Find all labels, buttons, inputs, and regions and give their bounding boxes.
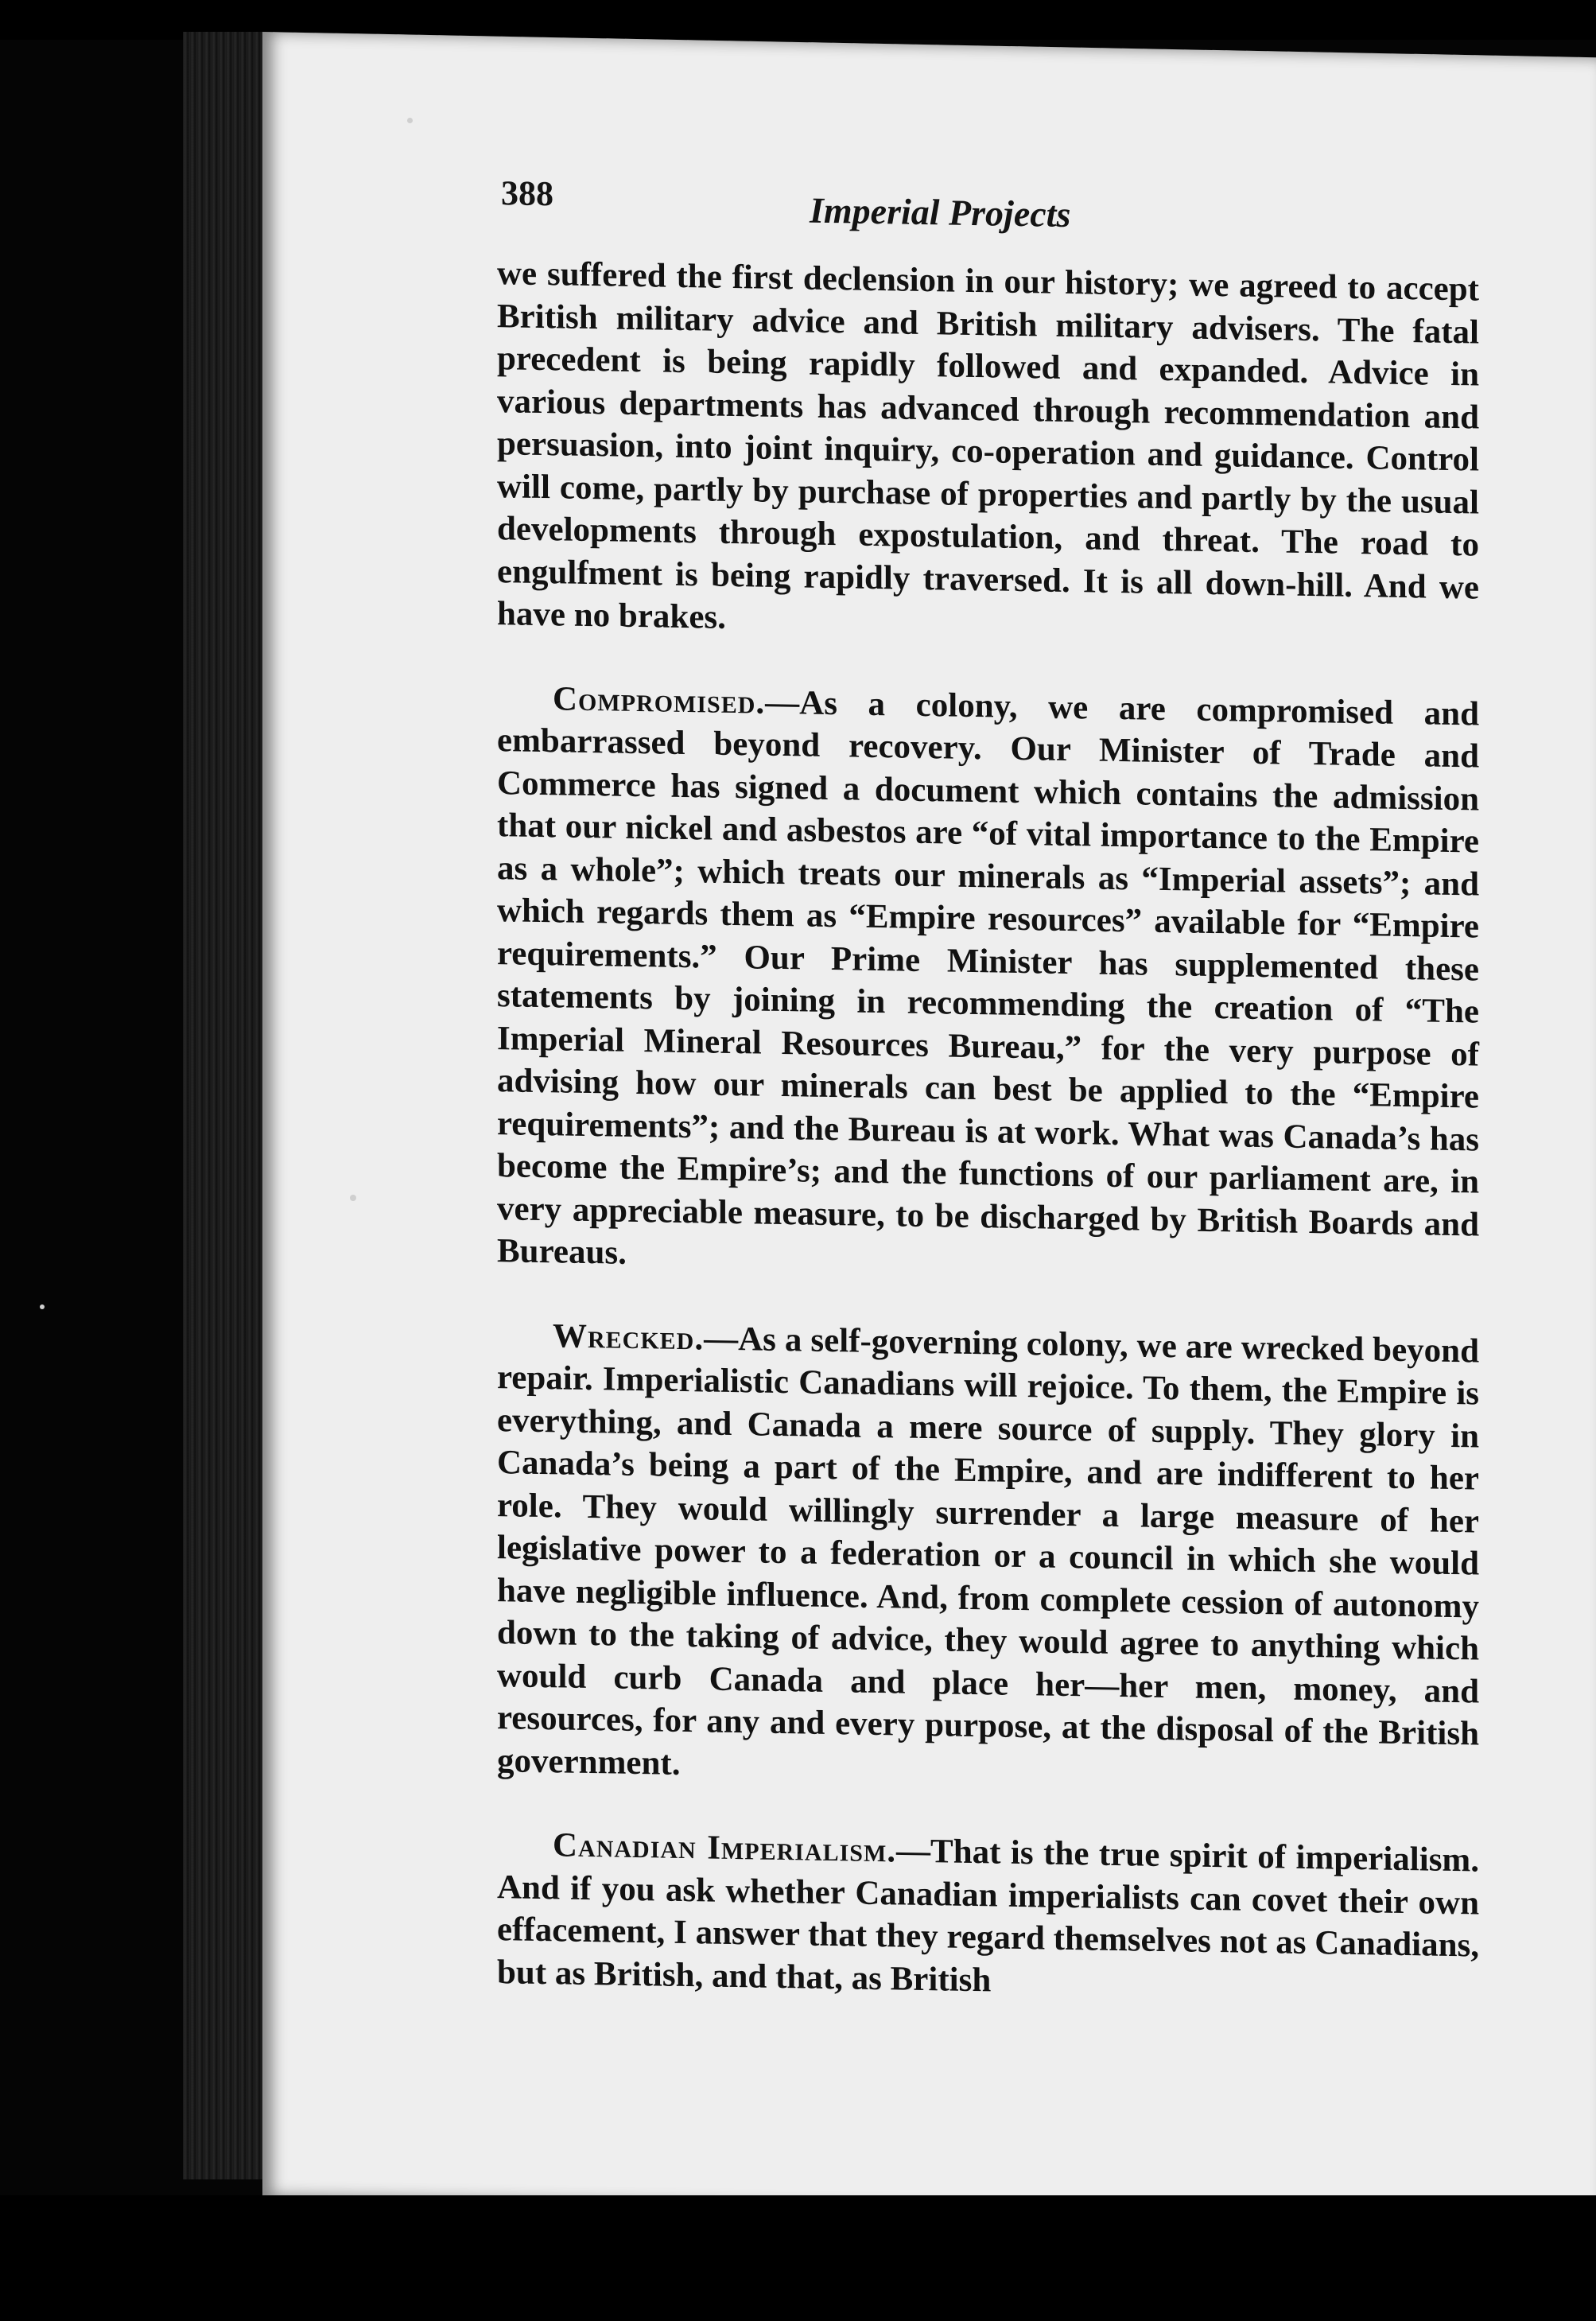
running-header — [501, 173, 1455, 244]
scan-bottom-border — [0, 2195, 1596, 2321]
book-page — [262, 32, 1596, 2221]
dust-speck — [40, 1304, 45, 1309]
page-number: 388 — [501, 173, 553, 214]
paragraph-continuation — [497, 252, 1479, 651]
dust-speck — [350, 1195, 356, 1201]
book-page-edges — [183, 32, 270, 2179]
section-lead: Compromised. — [553, 679, 766, 721]
section-lead: Canadian Imperialism. — [553, 1826, 897, 1870]
page-content — [262, 33, 1596, 2219]
paragraph-text: —As a self-governing colony, we are wrecked beyond repair. Imperialistic Canadians will rejoice. To them, the Empire is everything, and Canada a mere source of supply. They glory in Canada’s being a part of the Empire, and are indifferent to her role. They would willingly surrender a large measure of her legislative power to a federation or a council in which she would have negligible influence. And, from complete cession of autonomy down to the taking of advice, they would agree to anything which would curb Canada and place her—her men, money, and resources, for any and every purpose, at the disposal of the British government. — [497, 1319, 1479, 1783]
body-text — [497, 252, 1479, 2051]
paragraph-canadian-imperialism — [497, 1823, 1479, 2009]
dust-speck — [407, 118, 413, 123]
paragraph-wrecked — [497, 1314, 1479, 1798]
paragraph-text: —That is the true spirit of imperialism. And if you ask whether Canadian imperialists can covet their own effacement, I answer that they regard themselves not as Canadians, but as British, and that, as British — [497, 1832, 1479, 1999]
running-title: Imperial Projects — [810, 189, 1071, 235]
paragraph-compromised — [497, 677, 1479, 1289]
section-lead: Wrecked. — [553, 1316, 705, 1357]
paragraph-text: we suffered the first declension in our history; we agreed to accept British military advice and British military advisers. The fatal precedent is being rapidly followed and expanded. Advice in various departments has advanced through recommendation and persuasion, into joint inquiry, co-operation and guidance. Control will come, partly by purchase of properties and partly by the usual developments through expostulation, and threat. The road to engulfment is being rapidly traversed. It is all down-hill. And we have no brakes. — [497, 255, 1479, 636]
paragraph-text: —As a colony, we are compromised and embarrassed beyond recovery. Our Minister of Trade and Commerce has signed a document which contains the admission that our nickel and asbestos are “of vital importance to the Empire as a whole”; which treats our minerals as “Imperial assets”; and which regards them as “Empire resources” available for “Empire requirements.” Our Prime Minister has supplemented these statements by joining in recommending the creation of “The Imperial Mineral Resources Bureau,” for the very purpose of advising how our minerals can best be applied to the “Empire requirements”; and the Bureau is at work. What was Canada’s has become the Empire’s; and the functions of our parliament are, in very appreciable measure, to be discharged by British Boards and Bureaus. — [497, 683, 1479, 1272]
